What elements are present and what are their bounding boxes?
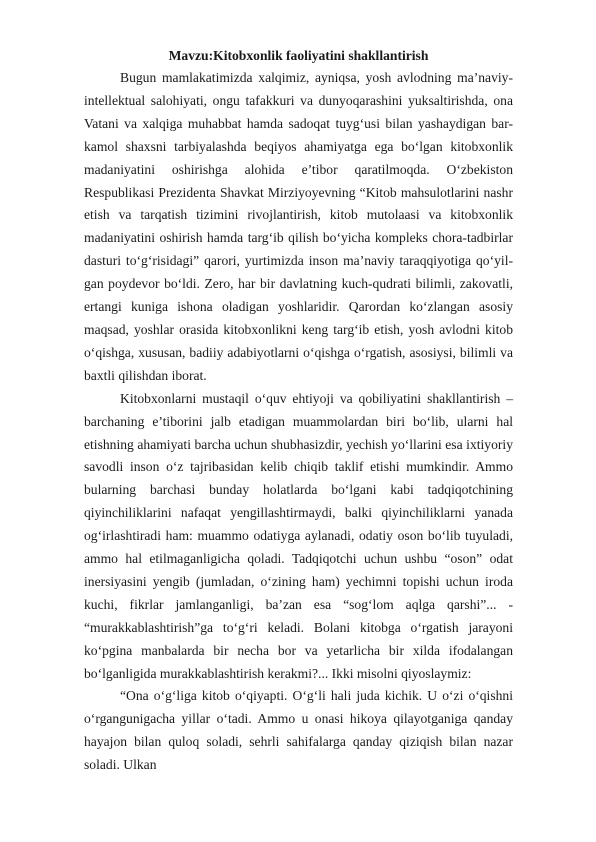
paragraph-3: “Ona o‘g‘liga kitob o‘qiyapti. O‘g‘li hali juda kichik. U o‘zi o‘qishni o‘rgangunigacha yillar o‘tadi. Ammo u onasi hikoya qilayotganiga qanday hayajon bilan quloq soladi, sehrli sahifalarga qanday qiziqish bilan nazar soladi. Ulkan	[84, 688, 513, 773]
document-title: Mavzu:Kitobxonlik faoliyatini shakllantirish	[168, 48, 429, 63]
document-page	[84, 44, 513, 777]
paragraph-2: Kitobxonlarni mustaqil o‘quv ehtiyoji va qobiliyatini shakllantirish – barchaning e’tiborini jalb etadigan muammolardan biri bo‘lib, ularni hal etishning ahamiyati barcha uchun shubhasizdir, yechish yo‘llarini esa ixtiyoriy savodli inson o‘z tajribasidan kelib chiqib taklif etishi mumkindir. Ammo bularning barchasi bunday holatlarda bo‘lgani kabi tadqiqotchining qiyinchiliklarini nafaqat yengillashtirmaydi, balki qiyinchiliklarni yanada og‘irlashtiradi ham: muammo odatiyga aylanadi, odatiy oson bo‘lib tuyuladi, ammo hal etilmaganligicha qoladi. Tadqiqotchi uchun ushbu “oson” odat inersiyasini yengib (jumladan, o‘zining ham) yechimni topishi uchun iroda kuchi, fikrlar jamlanganligi, ba’zan esa “sog‘lom aqlga qarshi”... - “murakkablashtirish”ga to‘g‘ri keladi. Bolani kitobga o‘rgatish jarayoni ko‘pgina manbalarda bir necha bor va yetarlicha bir xilda ifodalangan bo‘lganligida murakkablashtirish kerakmi?... Ikki misolni qiyoslaymiz:	[84, 390, 513, 681]
paragraph-1: Bugun mamlakatimizda xalqimiz, ayniqsa, yosh avlodning ma’naviy-intellektual salohiyati, ongu tafakkuri va dunyoqarashini yuksaltirishda, ona Vatani va xalqiga muhabbat hamda sadoqat tuyg‘usi bilan yashaydigan bar- kamol shaxsni tarbiyalashda beqiyos ahamiyatga ega bo‘lgan kitobxonlik madaniyatini oshirishga alohida e’tibor qaratilmoqda. O‘zbekiston Respublikasi Prezidenta Shavkat Mirziyoyevning “Kitob mahsulotlarini nashr etish va tarqatish tizimini rivojlantirish, kitob mutolaasi va kitobxonlik madaniyatini oshirish hamda targ‘ib qilish bo‘yicha kompleks chora-tadbirlar dasturi to‘g‘risidagi” qarori, yurtimizda inson ma’naviy taraqqiyotiga qo‘yil- gan poydevor bo‘ldi. Zero, har bir davlatning kuch-qudrati bilimli, zakovatli, ertangi kuniga ishona oladigan yoshlaridir. Qarordan ko‘zlangan asosiy maqsad, yoshlar orasida kitobxonlikni keng targ‘ib etish, yosh avlodni kitob o‘qishga, xususan, badiiy adabiyotlarni o‘qishga o‘rgatish, asosiysi, bilimli va baxtli qilishdan iborat.	[84, 70, 513, 383]
